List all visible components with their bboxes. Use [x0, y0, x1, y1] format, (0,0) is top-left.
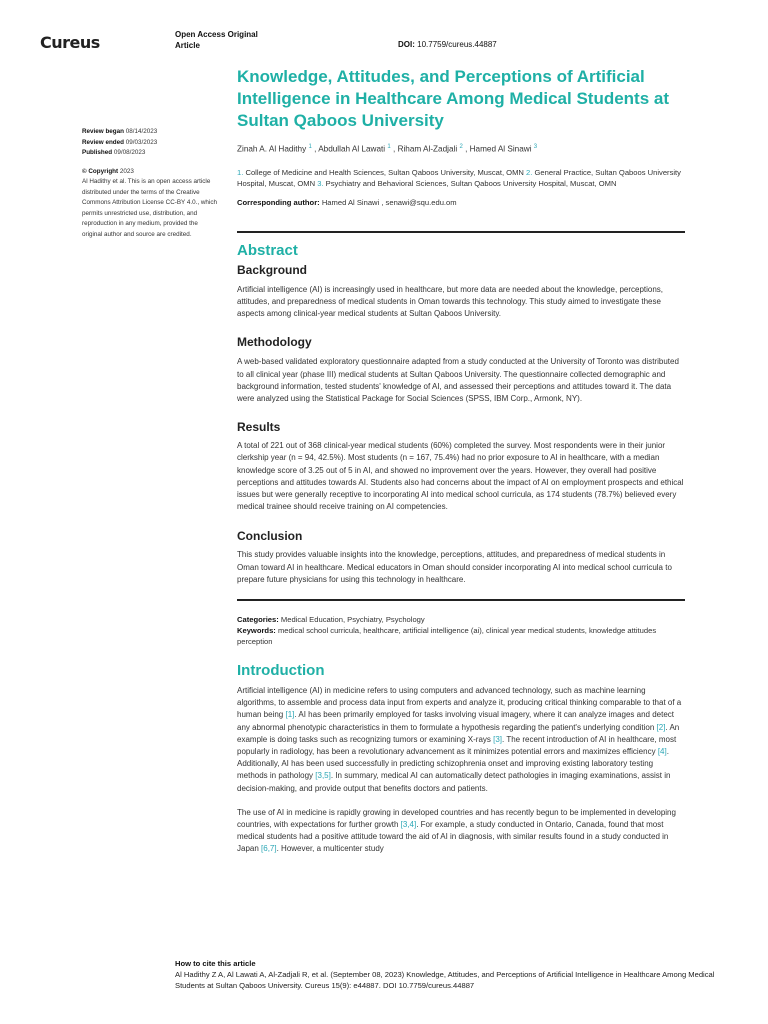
reference-link[interactable]: [1] — [285, 710, 295, 720]
paragraph-text: . In summary, medical AI can automatically detect pathologies in imaging examinations, assist in decision-making, and provide output that benefits doctors and patients. — [237, 771, 671, 793]
reference-link[interactable]: [4] — [657, 747, 667, 756]
doi-value[interactable]: 10.7759/cureus.44887 — [417, 40, 497, 49]
paragraph-text: . The recent introduction of AI in healthcare, most popularly in radiology, has been a revolutionary advancement as it minimizes potential errors and maximizes efficiency — [237, 734, 677, 756]
corresponding-author-contact[interactable]: Hamed Al Sinawi , senawi@squ.edu.om — [321, 197, 457, 207]
cureus-logo[interactable]: Cureus — [40, 33, 100, 52]
reference-link[interactable]: [6,7] — [261, 844, 277, 854]
results-text: A total of 221 out of 368 clinical-year medical students (60%) completed the survey. Most respondents were in their junior clerkship year (n = 94, 42.5%). Most students (n = 167, 75.4%) had no prior exposure to AI in healthcare, with a median knowledge score of 3.25 out of 5 in AI, and showed no improvement over the years. However, they overall had positive perceptions and attitudes towards AI. Students also had concerns about the impact of AI on employment prospects and ethical issues but were generally receptive to incorporating AI into medical school curricula, as 174 students (78.7%) believed every medical trainee should receive training on AI competencies. — [237, 441, 684, 512]
reference-link[interactable]: [3,5] — [315, 771, 331, 781]
introduction-paragraph — [237, 685, 685, 795]
citation-heading: How to cite this article — [175, 959, 256, 968]
background-text: Artificial intelligence (AI) is increasingly used in healthcare, but more data are needed about the knowledge, perceptions, attitudes, and preparedness of medical students in Oman towards this technology. This study aimed to investigate these aspects among clinical-year medical students at Sultan Qaboos University. — [237, 284, 664, 319]
divider — [237, 599, 685, 601]
conclusion-text: This study provides valuable insights into the knowledge, perceptions, attitudes, and preparedness of medical students in Oman toward AI in healthcare. Medical educators in Oman should consider incorporating AI into medical school curricula to prepare future physicians for using this technology in healthcare. — [237, 550, 672, 584]
author-name[interactable]: Riham Al-Zadjali — [397, 144, 458, 154]
results-heading: Results — [237, 420, 281, 435]
author-name[interactable]: Abdullah Al Lawati — [318, 144, 386, 154]
background-heading: Background — [237, 262, 308, 277]
conclusion-heading: Conclusion — [237, 529, 303, 544]
paragraph-text: . An example is doing tasks such as recognizing tumors or examining X-rays — [237, 722, 680, 744]
paragraph-text: Artificial intelligence (AI) in medicine refers to using computers and advanced technology, such as machine learning algorithms, to assemble and process data input from experts and analyze it, producing critical thinking comparable to that of a human being — [237, 685, 682, 720]
author-affiliation-ref[interactable]: 3 — [533, 144, 538, 150]
divider — [237, 231, 685, 233]
introduction-heading: Introduction — [237, 661, 325, 679]
abstract-heading: Abstract — [237, 241, 298, 259]
author-affiliation-ref[interactable]: 1 — [308, 144, 312, 150]
reference-link[interactable]: [2] — [656, 722, 666, 732]
author-name[interactable]: Hamed Al Sinawi — [469, 144, 532, 154]
author-affiliation-ref[interactable]: 1 — [387, 144, 391, 150]
corresponding-author: Corresponding author: Hamed Al Sinawi , senawi@squ.edu.om — [237, 197, 457, 207]
categories: Categories: Medical Education, Psychiatry, Psychology — [237, 614, 425, 624]
paragraph-text: . AI has been primarily employed for tasks involving visual imagery, where it can analyze images and detect any abnormal phenotypic characteristics in them to formulate a hypothesis regarding the patient's underlying condition — [237, 710, 674, 732]
methodology-text: A web-based validated exploratory questionnaire adapted from a study conducted at the University of Toronto was distributed to all clinical year (phase III) medical students at Sultan Qaboos University. The questionnaire collected demographic and background information, tested students' knowledge of AI, and assessed their perceptions and attitudes toward it. The data were analyzed using the Statistical Package for Social Sciences (SPSS, IBM Corp., Armonk, NY). — [237, 357, 679, 403]
author-affiliation-ref[interactable]: 2 — [459, 144, 463, 150]
affiliations: 1. College of Medicine and Health Sciences, Sultan Qaboos University, Muscat, OMN 2. General Practice, Sultan Qaboos University Hospital, Muscat, OMN 3. Psychiatry and Behavioral Sciences, Sultan Qaboos University Hospital, Muscat, OMN — [237, 167, 681, 188]
introduction-paragraph — [237, 807, 685, 856]
citation-text: Al Hadithy Z A, Al Lawati A, Al-Zadjali R, et al. (September 08, 2023) Knowledge, Attitudes, and Perceptions of Artificial Intelligence in Healthcare Among Medical Students at Sultan Qaboos University. Cureus 15(9): e44887. DOI 10.7759/cureus.44887 — [175, 970, 715, 990]
publication-sidebar — [82, 127, 217, 240]
doi — [398, 40, 497, 49]
keywords: Keywords: medical school curricula, healthcare, artificial intelligence (ai), clinical year medical students, knowledge attitudes perception — [237, 625, 657, 646]
article-type — [175, 29, 258, 51]
paragraph-text: . Additionally, AI has been used successfully in predicting schizophrenia onset and improving existing laboratory testing methods in pathology — [237, 747, 669, 781]
article-type-line2: Article — [175, 41, 200, 50]
author-name[interactable]: Zinah A. Al Hadithy — [237, 144, 307, 154]
license-text: Al Hadithy et al. This is an open access article distributed under the terms of the Creative Commons Attribution License CC-BY 4.0., which permits unrestricted use, distribution, and reproduction in any medium, provided the original author and source are credited. — [82, 178, 217, 238]
keywords-value: medical school curricula, healthcare, artificial intelligence (ai), clinical year medical students, knowledge attitudes perception — [237, 625, 657, 646]
categories-links[interactable]: Medical Education, Psychiatry, Psychology — [280, 614, 425, 624]
published-date: Published 09/08/2023 — [82, 149, 146, 156]
reference-link[interactable]: [3] — [493, 734, 503, 744]
author-list: Zinah A. Al Hadithy $^1$ , Abdullah Al Lawati $^1$ , Riham Al-Zadjali $^2$ , Hamed Al Sinawi $^3$ — [237, 144, 538, 154]
paragraph-text: . For example, a study conducted in Ontario, Canada, found that most medical students had a positive attitude toward the aid of AI in diagnosis, with similar results found in a study conducted in Japan — [237, 820, 669, 854]
article-type-line1: Open Access Original — [175, 30, 258, 39]
review-began: Review began 08/14/2023 — [82, 128, 158, 135]
paragraph-text: The use of AI in medicine is rapidly growing in developed countries and has recently begun to be implemented in developing countries, with expectations for further growth — [237, 807, 676, 830]
article-title: Knowledge, Attitudes, and Perceptions of Artificial Intelligence in Healthcare Among Medical Students at Sultan Qaboos University — [237, 67, 670, 130]
review-ended: Review ended 09/03/2023 — [82, 138, 158, 146]
paragraph-text: . However, a multicenter study — [276, 844, 384, 854]
copyright: © Copyright 2023 Al Hadithy et al. This is an open access article distributed under the terms of the Creative Commons Attribution License CC-BY 4.0., which permits unrestricted use, distribution, and reproduction in any medium, provided the original author and source are credited. — [82, 167, 217, 241]
methodology-heading: Methodology — [237, 335, 312, 350]
doi-label: DOI: — [398, 40, 415, 49]
citation-box — [175, 958, 715, 991]
reference-link[interactable]: [3,4] — [400, 820, 417, 830]
article-main — [237, 66, 685, 856]
